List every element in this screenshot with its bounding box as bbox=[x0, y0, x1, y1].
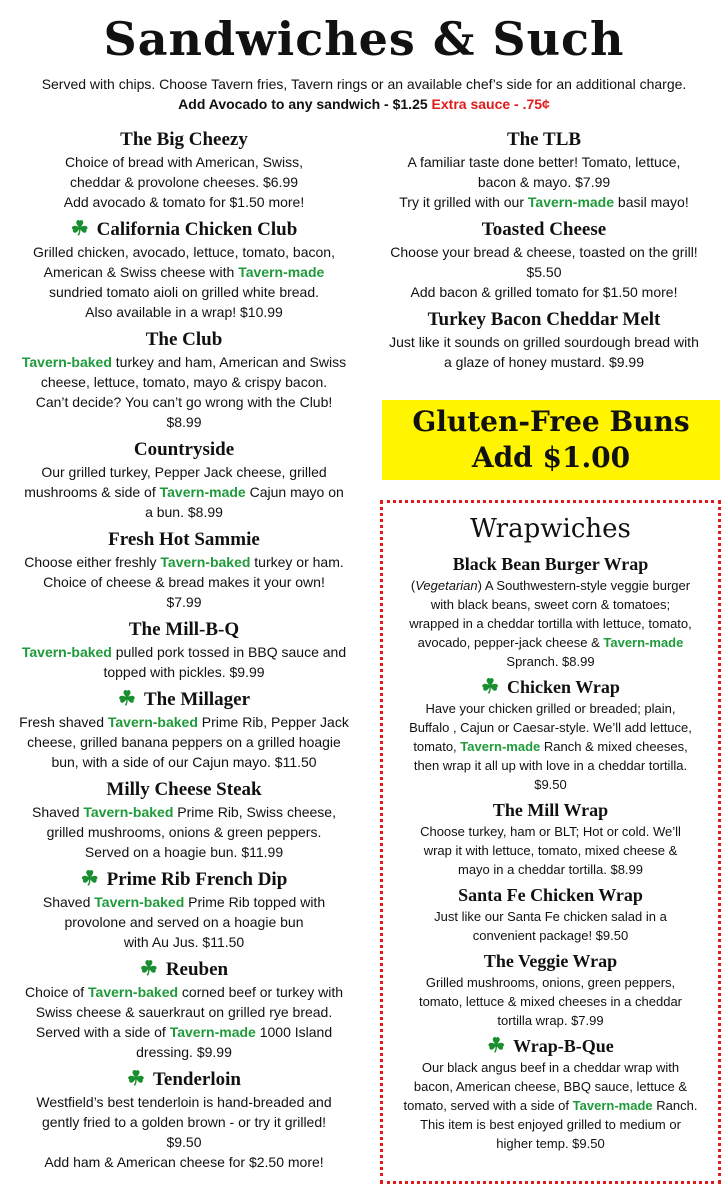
menu-item-santa-fe-chicken-wrap bbox=[389, 884, 712, 945]
item-name: The Big Cheezy bbox=[120, 129, 248, 150]
shamrock-icon: ☘ bbox=[70, 218, 89, 240]
tavern-made-label: Tavern-made bbox=[603, 635, 684, 650]
menu-item-fresh-hot-sammie bbox=[8, 528, 360, 612]
item-description: Tavern-baked pulled pork tossed in BBQ sauce and topped with pickles. $9.99 bbox=[21, 644, 347, 680]
shamrock-icon: ☘ bbox=[481, 676, 500, 698]
item-description: Choose your bread & cheese, toasted on the grill! $5.50 Add bacon & grilled tomato for $1.50 more! bbox=[390, 244, 698, 300]
tavern-made-label: Tavern-made bbox=[159, 484, 246, 500]
item-description: Fresh shaved Tavern-baked Prime Rib, Pepper Jack cheese, grilled banana peppers on a grilled hoagie bun, with a side of our Cajun mayo. $11.50 bbox=[19, 714, 349, 770]
tavern-made-label: Tavern-made bbox=[527, 194, 615, 210]
item-name: ☘ Prime Rib French Dip bbox=[80, 868, 288, 890]
tavern-baked-label: Tavern-baked bbox=[21, 354, 112, 370]
item-description: Grilled chicken, avocado, lettuce, tomato, bacon, American & Swiss cheese with Tavern-made sundried tomato aioli on grilled white bread. Also available in a wrap! $10.99 bbox=[33, 244, 335, 320]
item-description: Westfield’s best tenderloin is hand-breaded and gently fried to a golden brown - or try it grilled! $9.50 Add ham & American cheese for $2.50 more! bbox=[36, 1094, 332, 1170]
tavern-made-label: Tavern-made bbox=[238, 264, 325, 280]
item-name: The TLB bbox=[506, 129, 582, 150]
item-name: Turkey Bacon Cheddar Melt bbox=[427, 309, 661, 330]
item-name: ☘ Chicken Wrap bbox=[481, 676, 620, 698]
menu-item-wrap-b-que bbox=[389, 1035, 712, 1153]
tavern-baked-label: Tavern-baked bbox=[83, 804, 174, 820]
item-description: A familiar taste done better! Tomato, lettuce, bacon & mayo. $7.99 Try it grilled with our Tavern-made basil mayo! bbox=[399, 154, 689, 210]
menu-item-tenderloin bbox=[8, 1068, 360, 1172]
item-description: Shaved Tavern-baked Prime Rib, Swiss cheese, grilled mushrooms, onions & green peppers. Served on a hoagie bun. $11.99 bbox=[32, 804, 336, 860]
extra-sauce-addon: Extra sauce - .75¢ bbox=[431, 96, 550, 112]
item-name: ☘ Wrap-B-Que bbox=[487, 1035, 614, 1057]
left-menu-column bbox=[8, 128, 360, 1178]
shamrock-icon: ☘ bbox=[80, 868, 99, 890]
item-name: The Mill Wrap bbox=[492, 800, 609, 820]
menu-item-big-cheezy bbox=[8, 128, 360, 212]
item-name: The Club bbox=[145, 329, 223, 350]
item-name: ☘ Reuben bbox=[139, 958, 229, 980]
item-description: (Vegetarian) A Southwestern-style veggie burger with black beans, sweet corn & tomatoes; wrapped in a cheddar tortilla with lettuce, tomato, avocado, pepper-jack cheese & Tavern-made Spranch. $8.99 bbox=[409, 578, 692, 669]
tavern-made-label: Tavern-made bbox=[572, 1098, 653, 1113]
item-description: Just like our Santa Fe chicken salad in a convenient package! $9.50 bbox=[434, 909, 667, 943]
item-name: ☘ The Millager bbox=[118, 688, 250, 710]
item-name: The Mill-B-Q bbox=[128, 619, 240, 640]
tavern-made-label: Tavern-made bbox=[460, 739, 541, 754]
item-name: Countryside bbox=[133, 439, 235, 460]
page-title: Sandwiches & Such bbox=[103, 12, 625, 66]
menu-item-california-chicken-club bbox=[8, 218, 360, 322]
menu-item-the-club bbox=[8, 328, 360, 432]
gluten-free-price: Add $1.00 bbox=[471, 441, 631, 474]
tavern-baked-label: Tavern-baked bbox=[21, 644, 112, 660]
menu-item-millager bbox=[8, 688, 360, 772]
menu-item-prime-rib-french-dip bbox=[8, 868, 360, 952]
menu-item-reuben bbox=[8, 958, 360, 1062]
menu-item-tlb bbox=[368, 128, 720, 212]
right-menu-column bbox=[368, 128, 720, 378]
wrapwiches-title: Wrapwiches bbox=[470, 514, 631, 544]
tavern-baked-label: Tavern-baked bbox=[94, 894, 185, 910]
tavern-made-label: Tavern-made bbox=[169, 1024, 256, 1040]
item-description: Choose either freshly Tavern-baked turkey or ham. Choice of cheese & bread makes it your own! $7.99 bbox=[24, 554, 344, 610]
menu-item-milly-cheese-steak bbox=[8, 778, 360, 862]
item-name: Toasted Cheese bbox=[481, 219, 607, 240]
menu-item-veggie-wrap bbox=[389, 950, 712, 1030]
item-name: The Veggie Wrap bbox=[483, 951, 618, 971]
item-description: Our grilled turkey, Pepper Jack cheese, grilled mushrooms & side of Tavern-made Cajun mayo on a bun. $8.99 bbox=[24, 464, 344, 520]
shamrock-icon: ☘ bbox=[139, 958, 158, 980]
shamrock-icon: ☘ bbox=[127, 1068, 145, 1090]
gluten-free-title: Gluten-Free Buns bbox=[412, 405, 690, 438]
item-name: ☘ California Chicken Club bbox=[70, 218, 298, 240]
menu-item-countryside bbox=[8, 438, 360, 522]
menu-item-mill-b-q bbox=[8, 618, 360, 682]
item-description: Shaved Tavern-baked Prime Rib topped with provolone and served on a hoagie bun with Au Jus. $11.50 bbox=[42, 894, 326, 950]
intro bbox=[0, 74, 728, 114]
shamrock-icon: ☘ bbox=[118, 688, 136, 710]
tavern-baked-label: Tavern-baked bbox=[88, 984, 179, 1000]
item-description: Choose turkey, ham or BLT; Hot or cold. We’ll wrap it with lettuce, tomato, mixed cheese & mayo in a cheddar tortilla. $8.99 bbox=[420, 824, 681, 877]
menu-item-mill-wrap bbox=[389, 799, 712, 879]
shamrock-icon: ☘ bbox=[487, 1035, 506, 1057]
item-name: Fresh Hot Sammie bbox=[108, 529, 260, 550]
item-name: Santa Fe Chicken Wrap bbox=[458, 885, 643, 905]
tavern-baked-label: Tavern-baked bbox=[107, 714, 198, 730]
item-name: Black Bean Burger Wrap bbox=[452, 554, 649, 574]
menu-item-turkey-bacon-cheddar-melt bbox=[368, 308, 720, 372]
item-name: ☘ Tenderloin bbox=[127, 1068, 241, 1090]
item-description: Tavern-baked turkey and ham, American and Swiss cheese, lettuce, tomato, mayo & crispy bacon. Can’t decide? You can’t go wrong with the Club! $8.99 bbox=[21, 354, 347, 430]
gluten-free-banner bbox=[382, 400, 720, 480]
item-description: Choice of bread with American, Swiss, cheddar & provolone cheeses. $6.99 Add avocado & tomato for $1.50 more! bbox=[63, 154, 305, 210]
intro-sides-note: Served with chips. Choose Tavern fries, Tavern rings or an available chef’s side for an additional charge. bbox=[41, 76, 687, 92]
item-description: Choice of Tavern-baked corned beef or turkey with Swiss cheese & sauerkraut on grilled rye bread. Served with a side of Tavern-made 1000 Island dressing. $9.99 bbox=[24, 984, 344, 1060]
menu-item-chicken-wrap bbox=[389, 676, 712, 794]
avocado-addon: Add Avocado to any sandwich - $1.25 bbox=[178, 96, 428, 112]
item-description: Have your chicken grilled or breaded; plain, Buffalo , Cajun or Caesar-style. We’ll add lettuce, tomato, Tavern-made Ranch & mixed cheeses, then wrap it all up with love in a cheddar tortilla. $9.50 bbox=[409, 701, 692, 792]
item-description: Grilled mushrooms, onions, green peppers, tomato, lettuce & mixed cheeses in a cheddar tortilla wrap. $7.99 bbox=[418, 975, 683, 1028]
item-name: Milly Cheese Steak bbox=[106, 779, 262, 800]
wrapwiches-section bbox=[380, 500, 721, 1184]
item-description: Just like it sounds on grilled sourdough bread with a glaze of honey mustard. $9.99 bbox=[389, 334, 699, 370]
menu-item-toasted-cheese bbox=[368, 218, 720, 302]
item-description: Our black angus beef in a cheddar wrap with bacon, American cheese, BBQ sauce, lettuce & tomato, served with a side of Tavern-made Ranch. This item is best enjoyed grilled to medium or higher temp. $9.50 bbox=[403, 1060, 698, 1151]
tavern-baked-label: Tavern-baked bbox=[160, 554, 251, 570]
menu-item-black-bean-burger-wrap bbox=[389, 553, 712, 671]
